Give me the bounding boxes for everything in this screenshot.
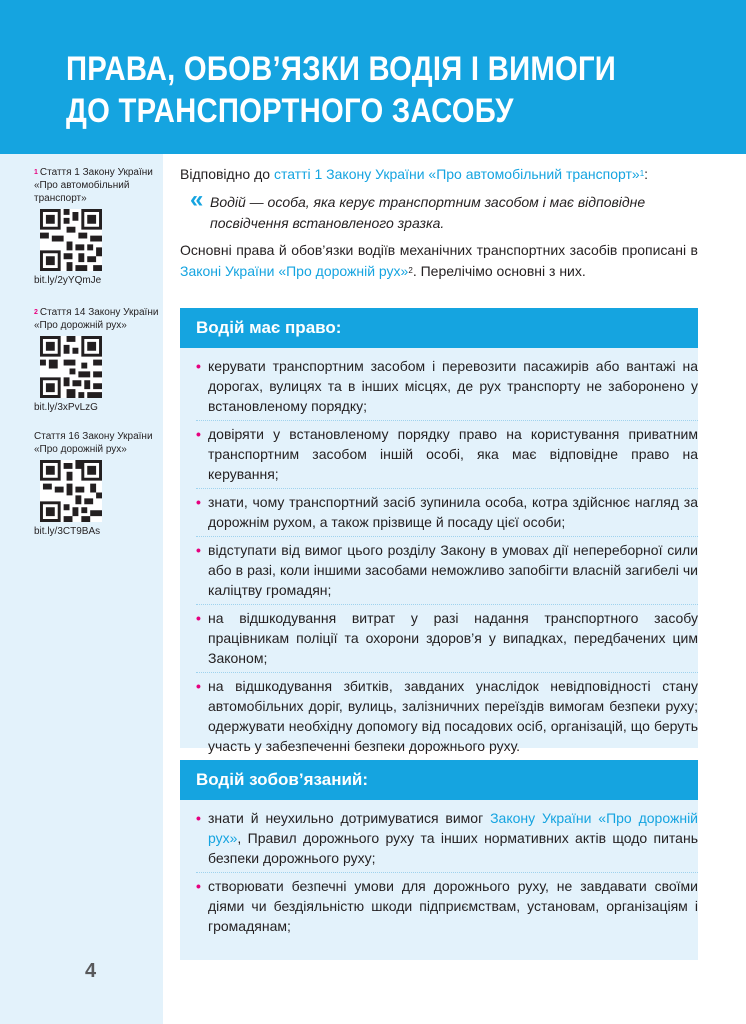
footnote-text: «Про дорожній рух» xyxy=(34,320,127,331)
list-item-text: на відшкодування збитків, завданих унаслідок невідповідності стану автомобільних доріг, вулиць, залізничних переїздів вимогам безпеки руху; одержувати необхідну допомогу від посадових осіб, організацій, що беруть участь у забезпеченні безпеки дорожнього руху. xyxy=(208,678,698,754)
sidebar-notes xyxy=(0,154,163,1024)
title-line-2: ДО ТРАНСПОРТНОГО ЗАСОБУ xyxy=(66,92,514,130)
duty-text: знати й неухильно дотримуватися вимог xyxy=(208,810,491,826)
bullet-icon: • xyxy=(196,358,201,374)
title-line-1: ПРАВА, ОБОВ’ЯЗКИ ВОДІЯ І ВИМОГИ xyxy=(66,50,617,88)
footnote-marker: 2 xyxy=(34,309,38,316)
divider xyxy=(196,672,698,673)
bullet-icon: • xyxy=(196,610,201,626)
divider xyxy=(196,872,698,873)
footnote-text: Стаття 14 Закону України xyxy=(39,307,159,318)
law-link[interactable]: Закону України «Про дорожній рух» xyxy=(208,810,698,846)
list-item xyxy=(180,424,698,484)
divider xyxy=(196,488,698,489)
list-item-text: довіряти у встановленому порядку право на користування приватним транспортним засобом іншій особі, яка має відповідне право на керування; xyxy=(208,426,698,482)
footnote-text: «Про дорожній рух» xyxy=(34,444,127,455)
quote-text: — особа, яка керує транспортним засобом і має відповідне посвідчення встановленого зразка. xyxy=(210,194,646,231)
list-item xyxy=(180,876,698,936)
list-item-text: відступати від вимог цього розділу Закону в умовах дії непереборної сили або в разі, коли іншими засобами неможливо запобігти власній загибелі чи каліцтву громадян; xyxy=(208,542,698,598)
footnote-link[interactable]: bit.ly/2yYQmJe xyxy=(34,275,102,286)
intro-text: Відповідно до xyxy=(180,166,274,182)
quote-mark-icon: « xyxy=(190,186,204,213)
rights-heading: Водій має право: xyxy=(180,308,698,348)
qr-code-icon[interactable] xyxy=(40,460,102,522)
list-item-text: на відшкодування витрат у разі надання транспортного засобу працівникам поліції та охорони здоров’я у випадках, передбачених цим Законом; xyxy=(208,610,698,666)
footnote-text: «Про автомобільний xyxy=(34,180,130,191)
bullet-icon: • xyxy=(196,426,201,442)
intro-paragraph-2 xyxy=(180,240,698,281)
bullet-icon: • xyxy=(196,878,201,894)
intro-text: : xyxy=(644,166,649,182)
divider xyxy=(196,420,698,421)
footnote-marker: 1 xyxy=(34,169,38,176)
footnote-1 xyxy=(34,166,159,287)
footnote-text: транспорт» xyxy=(34,193,87,204)
bullet-icon: • xyxy=(196,810,201,826)
list-item xyxy=(180,676,698,756)
page-number: 4 xyxy=(85,960,97,982)
list-item xyxy=(180,808,698,868)
qr-code-icon[interactable] xyxy=(40,336,102,398)
divider xyxy=(196,536,698,537)
duties-heading: Водій зобов’язаний: xyxy=(180,760,698,800)
header-banner xyxy=(0,0,746,154)
qr-code-icon[interactable] xyxy=(40,209,102,271)
law-link[interactable]: статті 1 Закону України «Про автомобільний транспорт» xyxy=(273,166,640,182)
footnote-link[interactable]: bit.ly/3CT9BAs xyxy=(34,526,101,537)
bullet-icon: • xyxy=(196,678,201,694)
duty-text: , Правил дорожнього руху та інших нормативних актів щодо питань безпеки дорожнього руху; xyxy=(208,830,698,866)
footnote-ref: 2 xyxy=(408,265,413,275)
list-item xyxy=(180,608,698,668)
intro-paragraph-1 xyxy=(180,164,698,185)
list-item-text: створювати безпечні умови для дорожнього руху, не завдавати своїми діями чи бездіяльністю шкоди підприємствам, установам, організаціям і громадянам; xyxy=(208,878,698,934)
list-item-text xyxy=(208,808,698,868)
list-item-text: знати, чому транспортний засіб зупинила особа, котра здійснює нагляд за дорожнім рухом, а також прізвище й посаду цієї особи; xyxy=(208,494,698,530)
intro-text: Основні права й обов’язки водіїв механічних транспортних засобів прописані в xyxy=(180,242,698,258)
footnote-text: Стаття 1 Закону України xyxy=(39,167,153,178)
rights-list xyxy=(180,348,698,754)
list-item xyxy=(180,540,698,600)
list-item-text: керувати транспортним засобом і перевозити пасажирів або вантажі на дорогах, вулицях та в інших місцях, де рух транспорту не заборонено у встановленому порядку; xyxy=(208,358,698,414)
footnote-3 xyxy=(34,430,159,538)
law-link[interactable]: Законі України «Про дорожній рух» xyxy=(180,262,409,279)
list-item xyxy=(180,356,698,416)
footnote-text: Стаття 16 Закону України xyxy=(34,431,153,442)
footnote-link[interactable]: bit.ly/3xPvLzG xyxy=(34,402,98,413)
footnote-ref: 1 xyxy=(639,169,645,178)
footnote-2 xyxy=(34,306,159,414)
divider xyxy=(196,604,698,605)
list-item xyxy=(180,492,698,532)
definition-quote xyxy=(210,192,698,234)
intro-text: . Перелічімо основні з них. xyxy=(412,262,586,279)
page-title xyxy=(66,48,616,132)
bullet-icon: • xyxy=(196,542,201,558)
bullet-icon: • xyxy=(196,494,201,510)
duties-list xyxy=(180,800,698,960)
quote-term: Водій xyxy=(210,194,246,210)
